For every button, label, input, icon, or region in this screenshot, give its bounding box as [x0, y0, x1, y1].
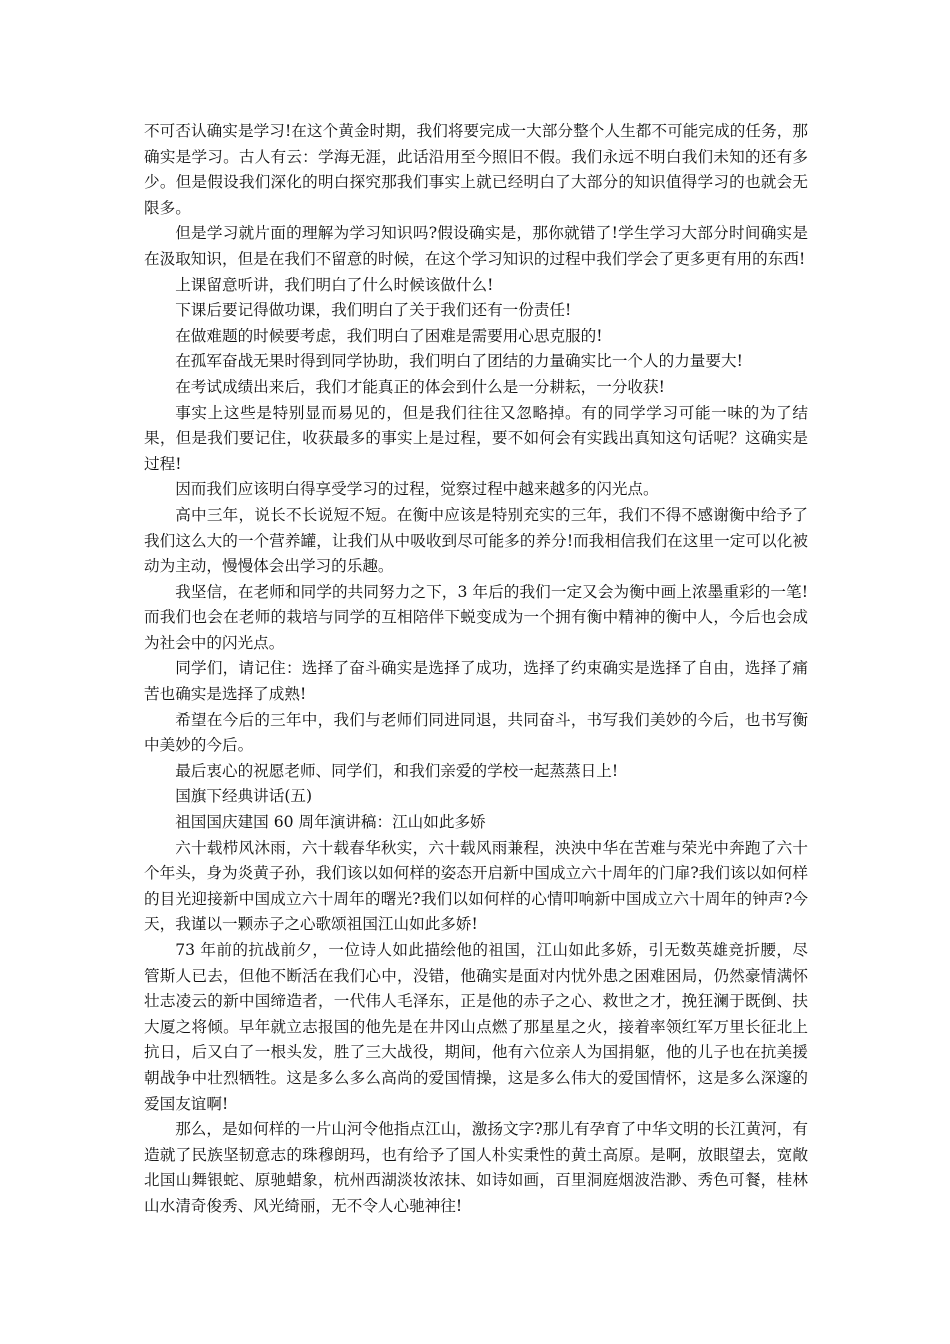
paragraph-2: 但是学习就片面的理解为学习知识吗?假设确实是，那你就错了!学生学习大部分时间确实是在汲取知识，但是在我们不留意的时候，在这个学习知识的过程中我们学会了更多更有用的东西!	[144, 224, 808, 268]
paragraph-1: 不可否认确实是学习!在这个黄金时期，我们将要完成一大部分整个人生都不可能完成的任务，那确实是学习。古人有云：学海无涯，此话沿用至今照旧不假。我们永远不明白我们未知的还有多少。但是假设我们深化的明白探究那我们事实上就已经明白了大部分的知识值得学习的也就会无限多。	[144, 122, 808, 217]
speech-title: 祖国国庆建国 60 周年演讲稿：江山如此多娇	[175, 813, 486, 832]
paragraph-14: 最后衷心的祝愿老师、同学们，和我们亲爱的学校一起蒸蒸日上!	[175, 761, 619, 780]
paragraph-12: 同学们，请记住：选择了奋斗确实是选择了成功，选择了约束确实是选择了自由，选择了痛苦也确实是选择了成熟!	[144, 659, 808, 704]
paragraph-13: 希望在今后的三年中，我们与老师们同进同退，共同奋斗，书写我们美妙的今后，也书写衡中美妙的今后。	[144, 710, 808, 755]
paragraph-19: 那么，是如何样的一片山河令他指点江山，激扬文字?那儿有孕育了中华文明的长江黄河，有造就了民族坚韧意志的珠穆朗玛，也有给予了国人朴实秉性的黄土高原。是啊，放眼望去，宽敞北国山舞银蛇、原驰蜡象，杭州西湖淡妆浓抹、如诗如画，百里洞庭烟波浩渺、秀色可餐，桂林山水清奇俊秀、风光绮丽，无不令人心驰神往!	[144, 1120, 808, 1215]
paragraph-4: 下课后要记得做功课，我们明白了关于我们还有一份责任!	[175, 301, 572, 320]
paragraph-6: 在孤军奋战无果时得到同学协助，我们明白了团结的力量确实比一个人的力量要大!	[175, 352, 743, 371]
paragraph-8: 事实上这些是特别显而易见的，但是我们往往又忽略掉。有的同学学习可能一味的为了结果，但是我们要记住，收获最多的事实上是过程，要不如何会有实践出真知这句话呢？这确实是过程!	[144, 403, 808, 473]
section-heading: 国旗下经典讲话(五)	[175, 787, 313, 806]
paragraph-17: 六十载栉风沐雨，六十载春华秋实，六十载风雨兼程，泱泱中华在苦难与荣光中奔跑了六十个年头，身为炎黄子孙，我们该以如何样的姿态开启新中国成立六十周年的门扉?我们该以如何样的目光迎接新中国成立六十周年的曙光?我们以如何样的心情叩响新中国成立六十周年的钟声?今天，我谨以一颗赤子之心歌颂祖国江山如此多娇!	[144, 838, 808, 934]
paragraph-18: 73 年前的抗战前夕，一位诗人如此描绘他的祖国，江山如此多娇，引无数英雄竞折腰，尽管斯人已去，但他不断活在我们心中，没错，他确实是面对内忧外患之困难困局，仍然豪情满怀壮志凌云的新中国缔造者，一代伟人毛泽东，正是他的赤子之心、救世之才，挽狂澜于既倒、扶大厦之将倾。早年就立志报国的他先是在井冈山点燃了那星星之火，接着率领红军万里长征北上抗日，后又白了一根头发，胜了三大战役，期间，他有六位亲人为国捐躯，他的儿子也在抗美援朝战争中壮烈牺牲。这是多么多么高尚的爱国情操，这是多么伟大的爱国情怀，这是多么深邃的爱国友谊啊!	[144, 941, 808, 1113]
paragraph-3: 上课留意听讲，我们明白了什么时候该做什么!	[175, 275, 494, 294]
paragraph-11: 我坚信，在老师和同学的共同努力之下，3 年后的我们一定又会为衡中画上浓墨重彩的一笔!而我们也会在老师的栽培与同学的互相陪伴下蜕变成为一个拥有衡中精神的衡中人，今后也会成为社会中的闪光点。	[144, 582, 808, 652]
document-body	[144, 119, 808, 1220]
paragraph-5: 在做难题的时候要考虑，我们明白了困难是需要用心思克服的!	[175, 326, 603, 345]
paragraph-9: 因而我们应该明白得享受学习的过程，觉察过程中越来越多的闪光点。	[175, 480, 659, 499]
paragraph-7: 在考试成绩出来后，我们才能真正的体会到什么是一分耕耘，一分收获!	[175, 377, 665, 396]
paragraph-10: 高中三年，说长不长说短不短。在衡中应该是特别充实的三年，我们不得不感谢衡中给予了我们这么大的一个营养罐，让我们从中吸收到尽可能多的养分!而我相信我们在这里一定可以化被动为主动，慢慢体会出学习的乐趣。	[144, 505, 808, 576]
